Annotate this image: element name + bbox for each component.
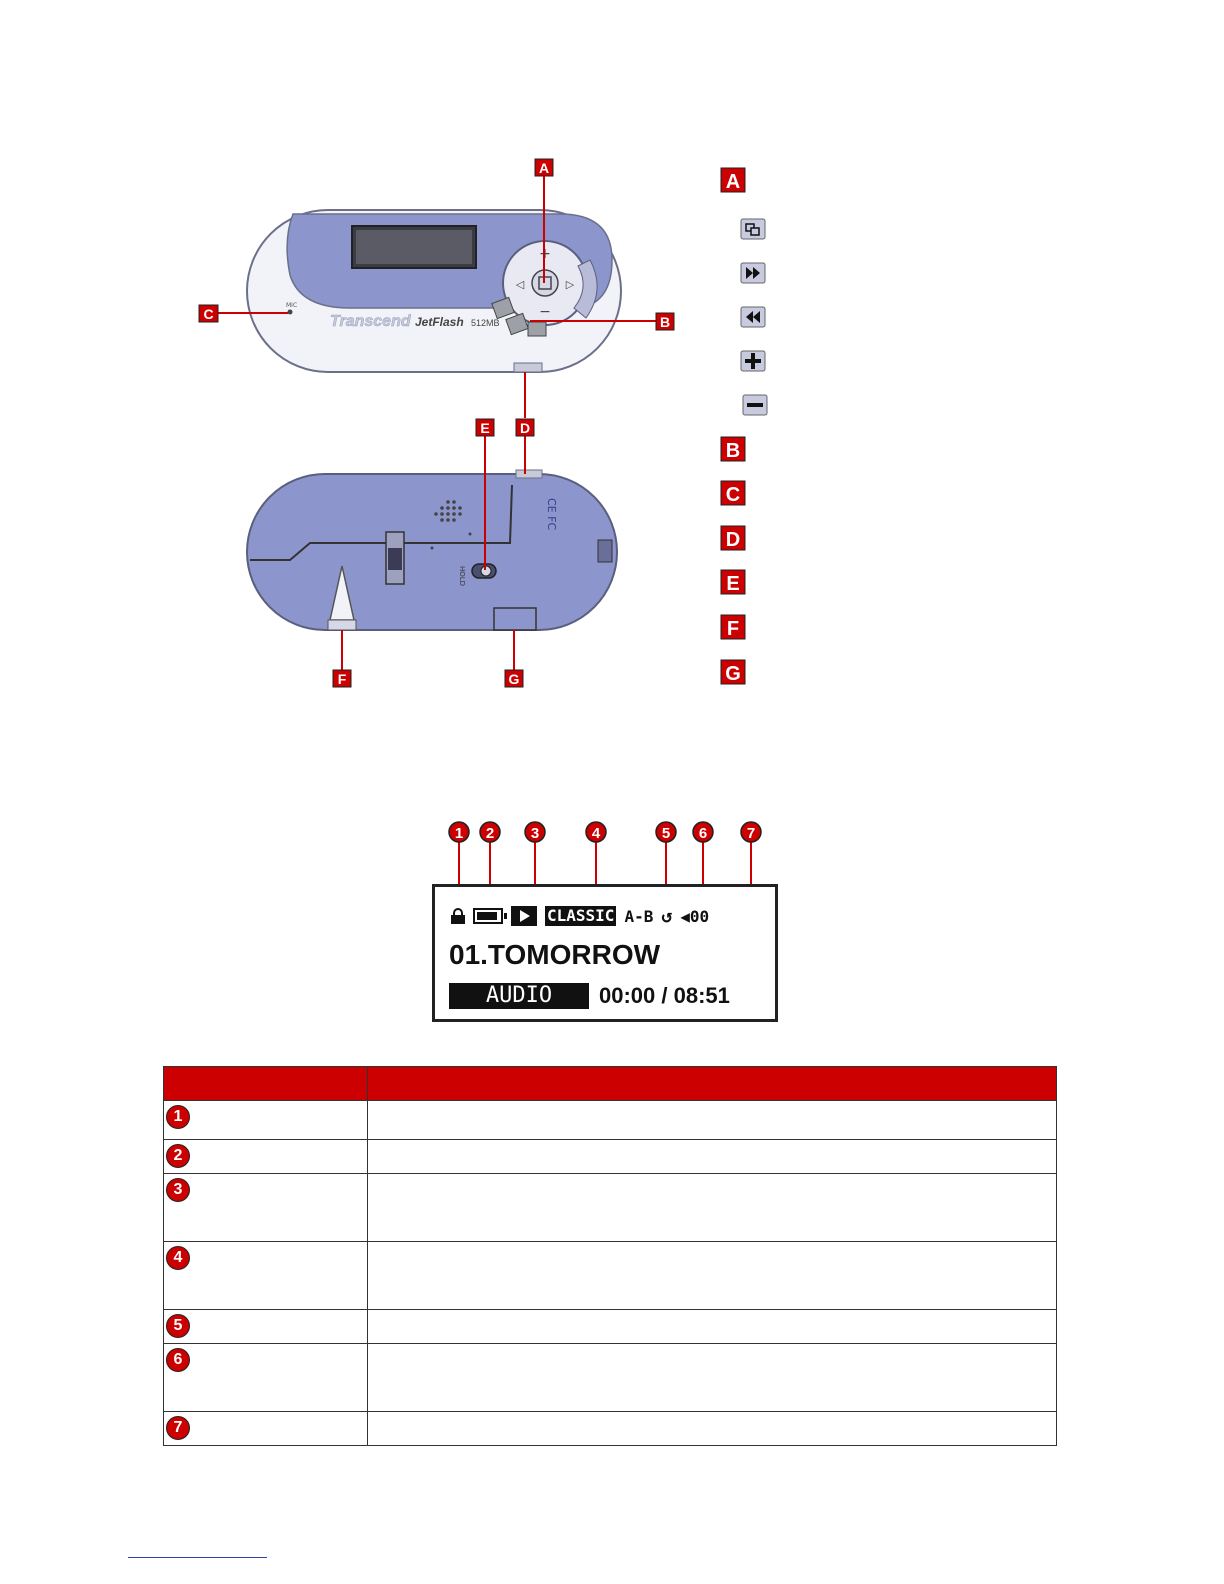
svg-text:C: C xyxy=(203,306,214,322)
legend-b xyxy=(721,437,745,462)
svg-text:JetFlash: JetFlash xyxy=(415,315,464,329)
lcd-bottom-row xyxy=(449,983,730,1009)
svg-text:Transcend: Transcend xyxy=(330,313,411,330)
legend-e xyxy=(721,570,745,595)
legend-a xyxy=(721,168,745,193)
eq-mode: CLASSIC xyxy=(547,906,615,925)
callout-e xyxy=(476,419,494,436)
svg-text:5: 5 xyxy=(661,825,671,842)
callout-g xyxy=(505,670,523,687)
menu-icon xyxy=(741,219,765,239)
legend-f xyxy=(721,615,745,640)
indicator-table xyxy=(163,1066,1057,1446)
svg-text:B: B xyxy=(659,314,671,330)
marker-5 xyxy=(656,822,676,842)
table-row xyxy=(164,1310,1057,1344)
fast-forward-icon xyxy=(741,263,765,283)
number-badge: 1 xyxy=(166,1105,190,1129)
marker-1 xyxy=(449,822,469,842)
lock-icon xyxy=(451,908,465,924)
repeat-ab: A-B xyxy=(624,906,654,926)
lcd-status-bar xyxy=(451,905,709,927)
svg-text:6: 6 xyxy=(698,825,708,842)
legend-c xyxy=(721,481,745,506)
callout-d xyxy=(516,419,534,436)
callout-a xyxy=(535,159,553,176)
number-badge: 4 xyxy=(166,1246,190,1270)
track-title: 01.TOMORROW xyxy=(449,939,661,970)
number-badge: 7 xyxy=(166,1416,190,1440)
svg-text:G: G xyxy=(508,671,520,687)
svg-text:E: E xyxy=(726,573,740,595)
minus-icon xyxy=(743,395,767,415)
svg-text:F: F xyxy=(726,618,740,640)
svg-text:4: 4 xyxy=(591,825,601,842)
legend-d xyxy=(721,526,745,551)
speaker-icon: ◀ xyxy=(680,906,690,926)
time-display: 00:00 / 08:51 xyxy=(599,983,730,1008)
svg-text:7: 7 xyxy=(746,825,756,842)
table-header-cell xyxy=(164,1067,368,1101)
callout-c xyxy=(199,305,218,322)
device-back-view xyxy=(247,470,617,630)
svg-text:A: A xyxy=(725,171,741,193)
volume-indicator: ◀00 xyxy=(680,906,710,926)
number-badge: 5 xyxy=(166,1314,190,1338)
svg-text:1: 1 xyxy=(454,825,464,842)
number-badge: 6 xyxy=(166,1348,190,1372)
svg-text:B: B xyxy=(725,440,741,462)
callout-f xyxy=(333,670,351,687)
number-badge: 3 xyxy=(166,1178,190,1202)
source-label: AUDIO xyxy=(449,983,589,1009)
table-row xyxy=(164,1344,1057,1412)
svg-text:2: 2 xyxy=(485,825,495,842)
marker-4 xyxy=(586,822,606,842)
play-mode-icon xyxy=(511,906,537,926)
svg-text:512MB: 512MB xyxy=(471,318,500,328)
svg-text:▷: ▷ xyxy=(565,278,575,291)
marker-3 xyxy=(525,822,545,842)
svg-text:3: 3 xyxy=(530,825,540,842)
svg-text:E: E xyxy=(480,420,490,436)
device-front-view xyxy=(247,210,621,372)
rewind-icon xyxy=(741,307,765,327)
svg-text:+: + xyxy=(539,246,551,262)
lcd-screen xyxy=(432,884,778,1022)
marker-6 xyxy=(693,822,713,842)
callout-b xyxy=(656,313,674,330)
svg-text:A: A xyxy=(538,160,550,176)
table-row xyxy=(164,1140,1057,1174)
marker-7 xyxy=(741,822,761,842)
number-badge: 2 xyxy=(166,1144,190,1168)
plus-icon xyxy=(741,351,765,371)
repeat-icon: ↺ xyxy=(661,905,673,927)
table-header xyxy=(164,1067,1057,1101)
svg-text:HOLD: HOLD xyxy=(458,566,466,587)
svg-text:D: D xyxy=(725,529,741,551)
table-row xyxy=(164,1242,1057,1310)
svg-text:◁: ◁ xyxy=(515,278,525,291)
svg-text:G: G xyxy=(725,663,741,685)
svg-text:D: D xyxy=(519,420,531,436)
marker-2 xyxy=(480,822,500,842)
svg-text:C: C xyxy=(725,484,741,506)
table-row xyxy=(164,1412,1057,1446)
svg-text:MIC: MIC xyxy=(286,302,298,309)
table-header-cell xyxy=(368,1067,1057,1101)
footer-rule xyxy=(128,1557,267,1558)
svg-text:−: − xyxy=(539,304,551,320)
table-row xyxy=(164,1174,1057,1242)
svg-text:F: F xyxy=(337,671,347,687)
table-row xyxy=(164,1101,1057,1140)
legend-g xyxy=(721,660,745,685)
battery-icon xyxy=(473,908,503,924)
svg-text:CE FC: CE FC xyxy=(545,498,558,531)
